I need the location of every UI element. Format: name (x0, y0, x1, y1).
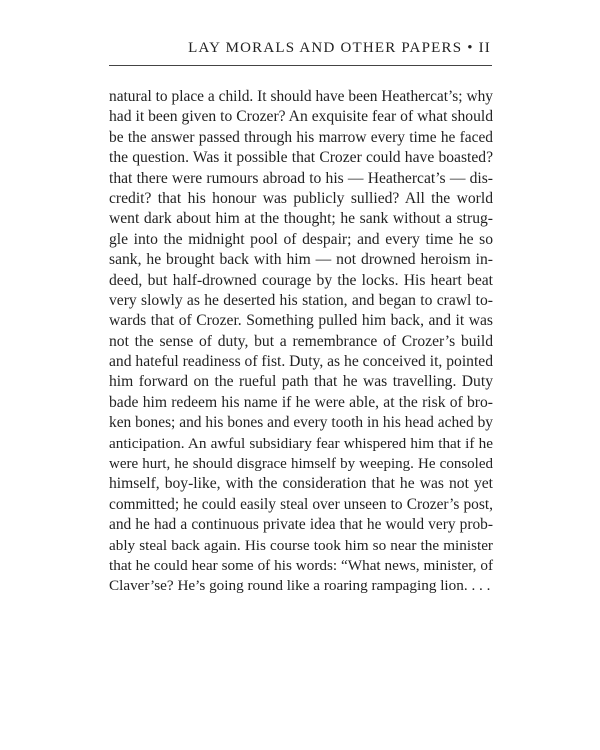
text-line: deed, but half-drowned courage by the locks. His heart beat (109, 271, 493, 289)
body-text (109, 87, 493, 597)
text-line: be the answer passed through his marrow every time he faced (109, 128, 493, 146)
text-line: ken bones; and his bones and every tooth in his head ached by (109, 414, 493, 432)
text-line: anticipation. An awful subsidiary fear whispered him that if he (109, 434, 493, 452)
text-line: had it been given to Crozer? An exquisite fear of what should (109, 108, 493, 126)
text-line: him forward on the rueful path that he was travelling. Duty (109, 373, 493, 391)
header-rule (109, 65, 492, 66)
text-line: wards that of Crozer. Something pulled him back, and it was (109, 312, 493, 330)
text-line-last: Claver’se? He’s going round like a roaring rampaging lion. . . . (109, 577, 491, 595)
text-line: himself, boy-like, with the consideration that he was not yet (109, 475, 493, 493)
text-line: that he could hear some of his words: “What news, minister, of (109, 556, 493, 574)
text-line: credit? that his honour was publicly sullied? All the world (109, 189, 493, 207)
text-line: gle into the midnight pool of despair; and every time he so (109, 230, 493, 248)
text-line: natural to place a child. It should have been Heathercat’s; why (109, 88, 493, 105)
text-line: bade him redeem his name if he were able, at the risk of bro- (109, 393, 493, 411)
text-line: that there were rumours abroad to his — Heathercat’s — dis- (109, 169, 493, 187)
text-line: very slowly as he deserted his station, and began to crawl to- (109, 291, 493, 309)
text-line: and hateful readiness of fist. Duty, as he conceived it, pointed (109, 353, 493, 371)
text-line: not the sense of duty, but a remembrance of Crozer’s build (109, 332, 493, 350)
text-line: were hurt, he should disgrace himself by weeping. He consoled (109, 456, 493, 473)
text-line: ably steal back again. His course took him so near the minister (109, 536, 493, 554)
text-line: went dark about him at the thought; he sank without a strug- (109, 210, 493, 228)
running-head: LAY MORALS AND OTHER PAPERS • II (188, 40, 491, 56)
text-line: and he had a continuous private idea that he would very prob- (109, 516, 493, 534)
text-line: committed; he could easily steal over unseen to Crozer’s post, (109, 495, 493, 513)
text-line: sank, he brought back with him — not drowned heroism in- (109, 251, 493, 269)
text-line: the question. Was it possible that Crozer could have boasted? (109, 149, 493, 167)
